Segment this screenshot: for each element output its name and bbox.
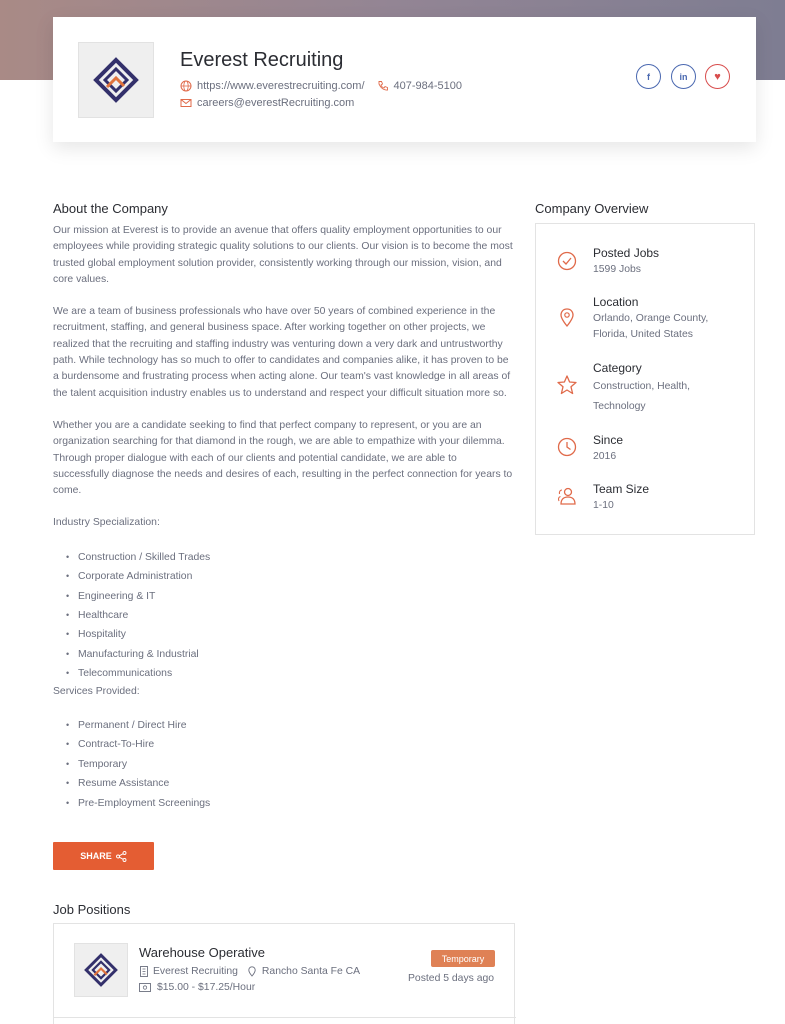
check-circle-icon <box>556 250 578 272</box>
job-meta <box>139 966 360 977</box>
job-type-badge: Temporary <box>431 950 495 967</box>
website-link[interactable]: https://www.everestrecruiting.com/ <box>197 80 365 92</box>
company-name: Everest Recruiting <box>180 49 344 71</box>
job-positions-title: Job Positions <box>53 902 131 917</box>
list-item: • Healthcare <box>78 606 513 625</box>
email-row <box>180 97 354 109</box>
facebook-icon: f <box>647 71 650 82</box>
facebook-button[interactable] <box>636 64 661 89</box>
job-company-logo <box>74 943 128 997</box>
company-header-card <box>53 17 756 142</box>
globe-icon <box>180 80 192 92</box>
star-icon <box>556 374 578 396</box>
industry-label: Industry Specialization: <box>53 517 160 529</box>
list-item: • Construction / Skilled Trades <box>78 548 513 567</box>
list-item: • Engineering & IT <box>78 587 513 606</box>
divider <box>54 1017 516 1018</box>
list-item: • Hospitality <box>78 625 513 644</box>
team-icon <box>556 485 578 507</box>
overview-value: 1-10 <box>593 500 614 511</box>
job-salary-row <box>139 982 255 993</box>
overview-value: 1599 Jobs <box>593 264 641 275</box>
linkedin-icon: in <box>679 71 688 82</box>
linkedin-button[interactable] <box>671 64 696 89</box>
list-item: • Telecommunications <box>78 664 513 683</box>
favorite-button[interactable] <box>705 64 730 89</box>
about-paragraph-3: Whether you are a candidate seeking to find that perfect company to represent, or you are an organization searching for that diamond in the rough, we are able to empathize with your dilemma. Through proper dialogue with each of our clients and potential candidate, we are able to successfully diagnose the needs and desires of each, resulting in the perfect connection for years to come. <box>53 419 513 497</box>
list-item: • Manufacturing & Industrial <box>78 645 513 664</box>
about-paragraph-2: We are a team of business professionals who have over 50 years of combined experience in the recruitment, staffing, and general business space. After working together on other projects, we realized that the recruiting and staffing industry was venturing down a very dark and untrustworthy path. While technology has so much to offer to candidates and companies alike, it has proven to be a burdensome and frustrating process when acting alone. Our team's vast knowledge in all areas of the talent acquisition industry enables us to understand and respect your difficult situation more so. <box>53 306 511 399</box>
job-posted-date: Posted 5 days ago <box>408 973 495 984</box>
job-company: Everest Recruiting <box>153 966 238 977</box>
about-paragraph-1: Our mission at Everest is to provide an avenue that offers quality employment opportunities to our employees while providing strategic quality solutions to our clients. Our vision is to become the most trusted global employment solution provider, consistently working through our mission, vision, and core values. <box>53 225 513 285</box>
about-title: About the Company <box>53 201 168 216</box>
list-item: • Temporary <box>78 755 513 774</box>
overview-value: Construction, Health, Technology <box>593 381 691 412</box>
overview-label: Location <box>593 295 639 309</box>
overview-title: Company Overview <box>535 201 649 216</box>
contact-row <box>180 80 462 92</box>
everest-logo-icon <box>93 57 139 103</box>
company-overview-panel <box>535 223 755 535</box>
job-card[interactable] <box>53 923 515 1024</box>
heart-icon: ♥ <box>714 70 721 83</box>
company-logo <box>78 42 154 118</box>
list-item: • Resume Assistance <box>78 774 513 793</box>
map-pin-icon <box>247 966 257 977</box>
mail-icon <box>180 97 192 109</box>
list-item: • Permanent / Direct Hire <box>78 716 513 735</box>
share-label: SHARE <box>80 851 112 861</box>
clock-icon <box>556 436 578 458</box>
services-list <box>78 716 513 813</box>
list-item: • Pre-Employment Screenings <box>78 794 513 813</box>
everest-logo-icon <box>84 953 118 987</box>
job-location: Rancho Santa Fe CA <box>261 966 361 977</box>
share-button[interactable] <box>53 842 154 870</box>
money-icon <box>139 983 151 992</box>
list-item: • Contract-To-Hire <box>78 735 513 754</box>
overview-label: Posted Jobs <box>593 246 660 260</box>
share-icon <box>116 851 127 862</box>
services-label: Services Provided: <box>53 685 140 697</box>
map-pin-icon <box>556 307 578 329</box>
list-item: • Corporate Administration <box>78 567 513 586</box>
job-title[interactable]: Warehouse Operative <box>139 945 265 960</box>
phone-icon <box>377 80 389 92</box>
overview-value: 2016 <box>593 451 617 462</box>
industry-list <box>78 548 513 684</box>
email-link[interactable]: careers@everestRecruiting.com <box>197 97 355 109</box>
overview-label: Since <box>593 433 624 447</box>
building-icon <box>139 966 149 977</box>
overview-value: Orlando, Orange County, Florida, United States <box>593 313 709 340</box>
overview-label: Category <box>593 361 642 375</box>
overview-label: Team Size <box>593 482 650 496</box>
phone-number[interactable]: 407-984-5100 <box>393 80 463 92</box>
about-section <box>53 223 513 813</box>
job-salary: $15.00 - $17.25/Hour <box>157 982 256 993</box>
